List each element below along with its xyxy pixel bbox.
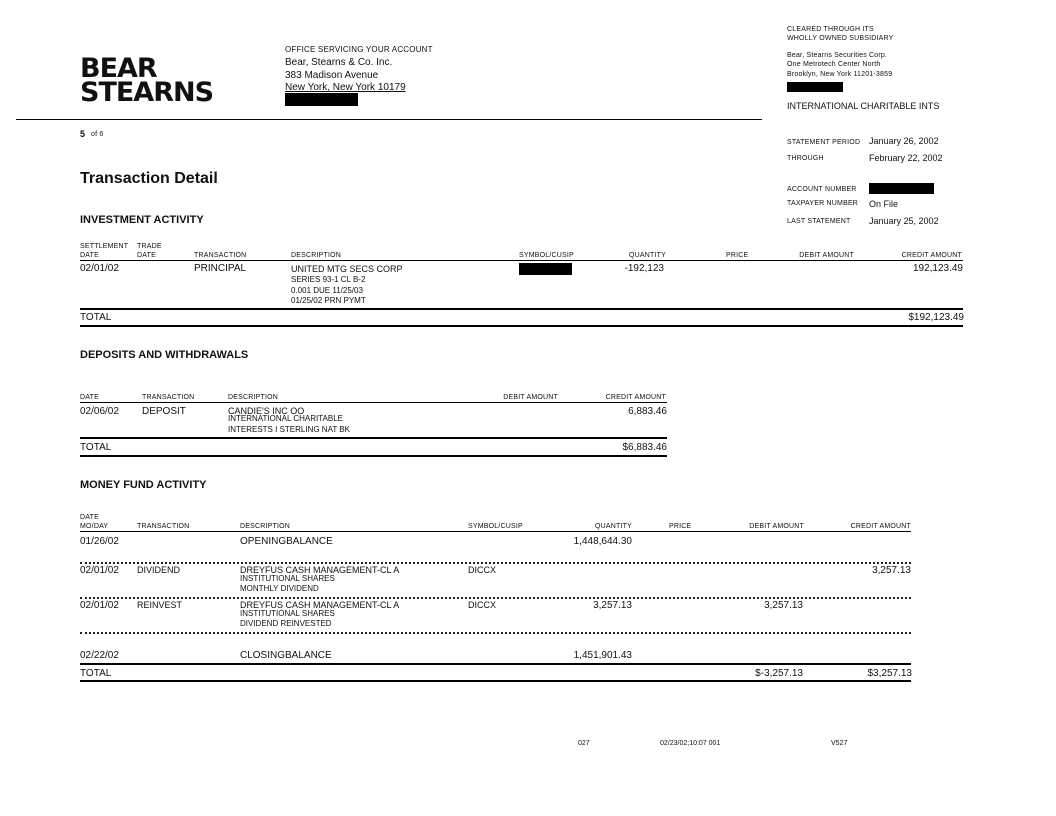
redacted-office-phone	[285, 93, 358, 106]
footer-timestamp: 02/23/02;10:07 001	[660, 740, 721, 747]
redacted-clearing-phone	[787, 82, 843, 92]
bear-stearns-logo	[80, 53, 214, 108]
mf-total-rule-bottom	[80, 680, 911, 682]
dep-header-date: DATE	[80, 394, 99, 401]
inv-total-rule-bottom	[80, 325, 963, 327]
dep-row-desc-1: CANDIE'S INC OO	[228, 406, 305, 416]
mf-header-rule	[80, 531, 911, 532]
mf-reinvest-desc-2: INSTITUTIONAL SHARES	[240, 609, 335, 618]
mf-closing-quantity: 1,451,901.43	[573, 650, 632, 661]
dep-header-rule	[80, 402, 667, 403]
inv-row-desc-4: 01/25/02 PRN PYMT	[291, 296, 366, 305]
inv-header-debit: DEBIT AMOUNT	[799, 252, 854, 259]
dep-row-transaction: DEPOSIT	[142, 406, 186, 417]
mf-header-moday: MO/DAY	[80, 523, 109, 530]
page-of-label: of 6	[91, 131, 104, 138]
mf-dividend-desc-3: MONTHLY DIVIDEND	[240, 584, 319, 593]
inv-header-credit: CREDIT AMOUNT	[901, 252, 962, 259]
inv-row-desc-3: 0.001 DUE 11/25/03	[291, 286, 363, 295]
inv-header-settlement: SETTLEMENT	[80, 243, 129, 250]
dep-total-rule-bottom	[80, 455, 667, 457]
header-rule	[16, 119, 762, 120]
inv-header-symbol: SYMBOL/CUSIP	[519, 252, 574, 259]
mf-reinvest-desc-1: DREYFUS CASH MANAGEMENT-CL A	[240, 600, 400, 610]
mf-dividend-transaction: DIVIDEND	[137, 565, 181, 575]
mf-header-symbol: SYMBOL/CUSIP	[468, 523, 523, 530]
mf-total-label: TOTAL	[80, 668, 112, 679]
dep-header-debit: DEBIT AMOUNT	[503, 394, 558, 401]
logo-line-1: BEAR	[80, 53, 157, 84]
mf-separator-2	[80, 597, 911, 599]
inv-header-transaction: TRANSACTION	[194, 252, 247, 259]
clearing-company: Bear, Stearns Securities Corp.	[787, 52, 888, 59]
dep-total-credit: $6,883.46	[622, 442, 667, 453]
office-city: New York, New York 10179	[285, 82, 406, 93]
mf-separator-1	[80, 562, 911, 564]
mf-header-price: PRICE	[669, 523, 692, 530]
statement-period-value: January 26, 2002	[869, 136, 939, 146]
mf-header-quantity: QUANTITY	[595, 523, 632, 530]
dep-header-description: DESCRIPTION	[228, 394, 279, 401]
mf-opening-desc: OPENINGBALANCE	[240, 536, 333, 547]
inv-row-desc-2: SERIES 93-1 CL B-2	[291, 275, 366, 284]
inv-row-date: 02/01/02	[80, 263, 119, 274]
dep-row-date: 02/06/02	[80, 406, 119, 417]
mf-dividend-date: 02/01/02	[80, 565, 119, 576]
redacted-account-number	[869, 183, 934, 194]
mf-reinvest-desc-3: DIVIDEND REINVESTED	[240, 619, 332, 628]
office-name: Bear, Stearns & Co. Inc.	[285, 57, 393, 68]
taxpayer-value: On File	[869, 199, 899, 209]
inv-total-rule-top	[80, 308, 963, 310]
mf-reinvest-symbol: DICCX	[468, 600, 497, 610]
money-fund-heading: MONEY FUND ACTIVITY	[80, 479, 207, 491]
inv-header-rule	[80, 260, 963, 261]
office-heading: OFFICE SERVICING YOUR ACCOUNT	[285, 45, 433, 54]
inv-header-trade-date: DATE	[137, 252, 156, 259]
clearing-line-1: CLEARED THROUGH ITS	[787, 26, 874, 33]
dep-header-credit: CREDIT AMOUNT	[605, 394, 666, 401]
inv-row-desc-1: UNITED MTG SECS CORP	[291, 264, 403, 274]
mf-dividend-credit: 3,257.13	[872, 565, 911, 576]
dep-header-transaction: TRANSACTION	[142, 394, 195, 401]
investment-heading: INVESTMENT ACTIVITY	[80, 214, 204, 226]
through-value: February 22, 2002	[869, 153, 943, 163]
mf-header-credit: CREDIT AMOUNT	[850, 523, 911, 530]
mf-total-rule-top	[80, 663, 911, 665]
mf-reinvest-transaction: REINVEST	[137, 600, 183, 610]
page-number: 5	[80, 129, 86, 139]
dep-total-label: TOTAL	[80, 442, 112, 453]
mf-closing-date: 02/22/02	[80, 650, 119, 661]
mf-header-transaction: TRANSACTION	[137, 523, 190, 530]
taxpayer-label: TAXPAYER NUMBER	[787, 200, 859, 207]
inv-row-quantity: -192,123	[624, 263, 664, 274]
clearing-city: Brooklyn, New York 11201-3859	[787, 71, 893, 78]
mf-dividend-desc-1: DREYFUS CASH MANAGEMENT-CL A	[240, 565, 400, 575]
last-statement-label: LAST STATEMENT	[787, 218, 851, 225]
mf-reinvest-debit: 3,257.13	[764, 600, 803, 611]
footer-code-2: V527	[831, 740, 848, 747]
inv-header-description: DESCRIPTION	[291, 252, 342, 259]
mf-reinvest-date: 02/01/02	[80, 600, 119, 611]
redacted-cusip	[519, 263, 572, 275]
inv-row-credit: 192,123.49	[912, 263, 963, 274]
statement-period-label: STATEMENT PERIOD	[787, 139, 861, 146]
inv-total-credit: $192,123.49	[908, 312, 964, 323]
mf-closing-desc: CLOSINGBALANCE	[240, 650, 332, 661]
footer-code-1: 027	[578, 740, 590, 747]
mf-reinvest-quantity: 3,257.13	[593, 600, 632, 611]
dep-row-desc-2: INTERNATIONAL CHARITABLE	[228, 414, 343, 423]
inv-row-transaction: PRINCIPAL	[194, 263, 247, 274]
inv-header-price: PRICE	[726, 252, 749, 259]
dep-total-rule-top	[80, 437, 667, 439]
inv-total-label: TOTAL	[80, 312, 112, 323]
mf-total-debit: $-3,257.13	[755, 668, 803, 679]
account-number-label: ACCOUNT NUMBER	[787, 186, 857, 193]
mf-total-credit: $3,257.13	[867, 668, 912, 679]
account-name: INTERNATIONAL CHARITABLE INTS	[787, 101, 940, 111]
mf-dividend-desc-2: INSTITUTIONAL SHARES	[240, 574, 335, 583]
mf-opening-quantity: 1,448,644.30	[573, 536, 632, 547]
clearing-line-2: WHOLLY OWNED SUBSIDIARY	[787, 35, 894, 42]
page-title: Transaction Detail	[80, 170, 218, 187]
office-street: 383 Madison Avenue	[285, 70, 379, 81]
mf-header-description: DESCRIPTION	[240, 523, 291, 530]
deposits-heading: DEPOSITS AND WITHDRAWALS	[80, 349, 249, 361]
clearing-street: One Metrotech Center North	[787, 61, 881, 68]
mf-header-date: DATE	[80, 514, 99, 521]
through-label: THROUGH	[787, 155, 824, 162]
last-statement-value: January 25, 2002	[869, 216, 939, 226]
inv-header-trade: TRADE	[137, 243, 162, 250]
mf-opening-date: 01/26/02	[80, 536, 119, 547]
mf-separator-3	[80, 632, 911, 634]
dep-row-credit: 6,883.46	[628, 406, 667, 417]
mf-header-debit: DEBIT AMOUNT	[749, 523, 804, 530]
mf-dividend-symbol: DICCX	[468, 565, 497, 575]
dep-row-desc-3: INTERESTS I STERLING NAT BK	[228, 425, 350, 434]
inv-header-quantity: QUANTITY	[629, 252, 666, 259]
inv-header-settlement-date: DATE	[80, 252, 99, 259]
logo-line-2: STEARNS	[80, 77, 214, 108]
